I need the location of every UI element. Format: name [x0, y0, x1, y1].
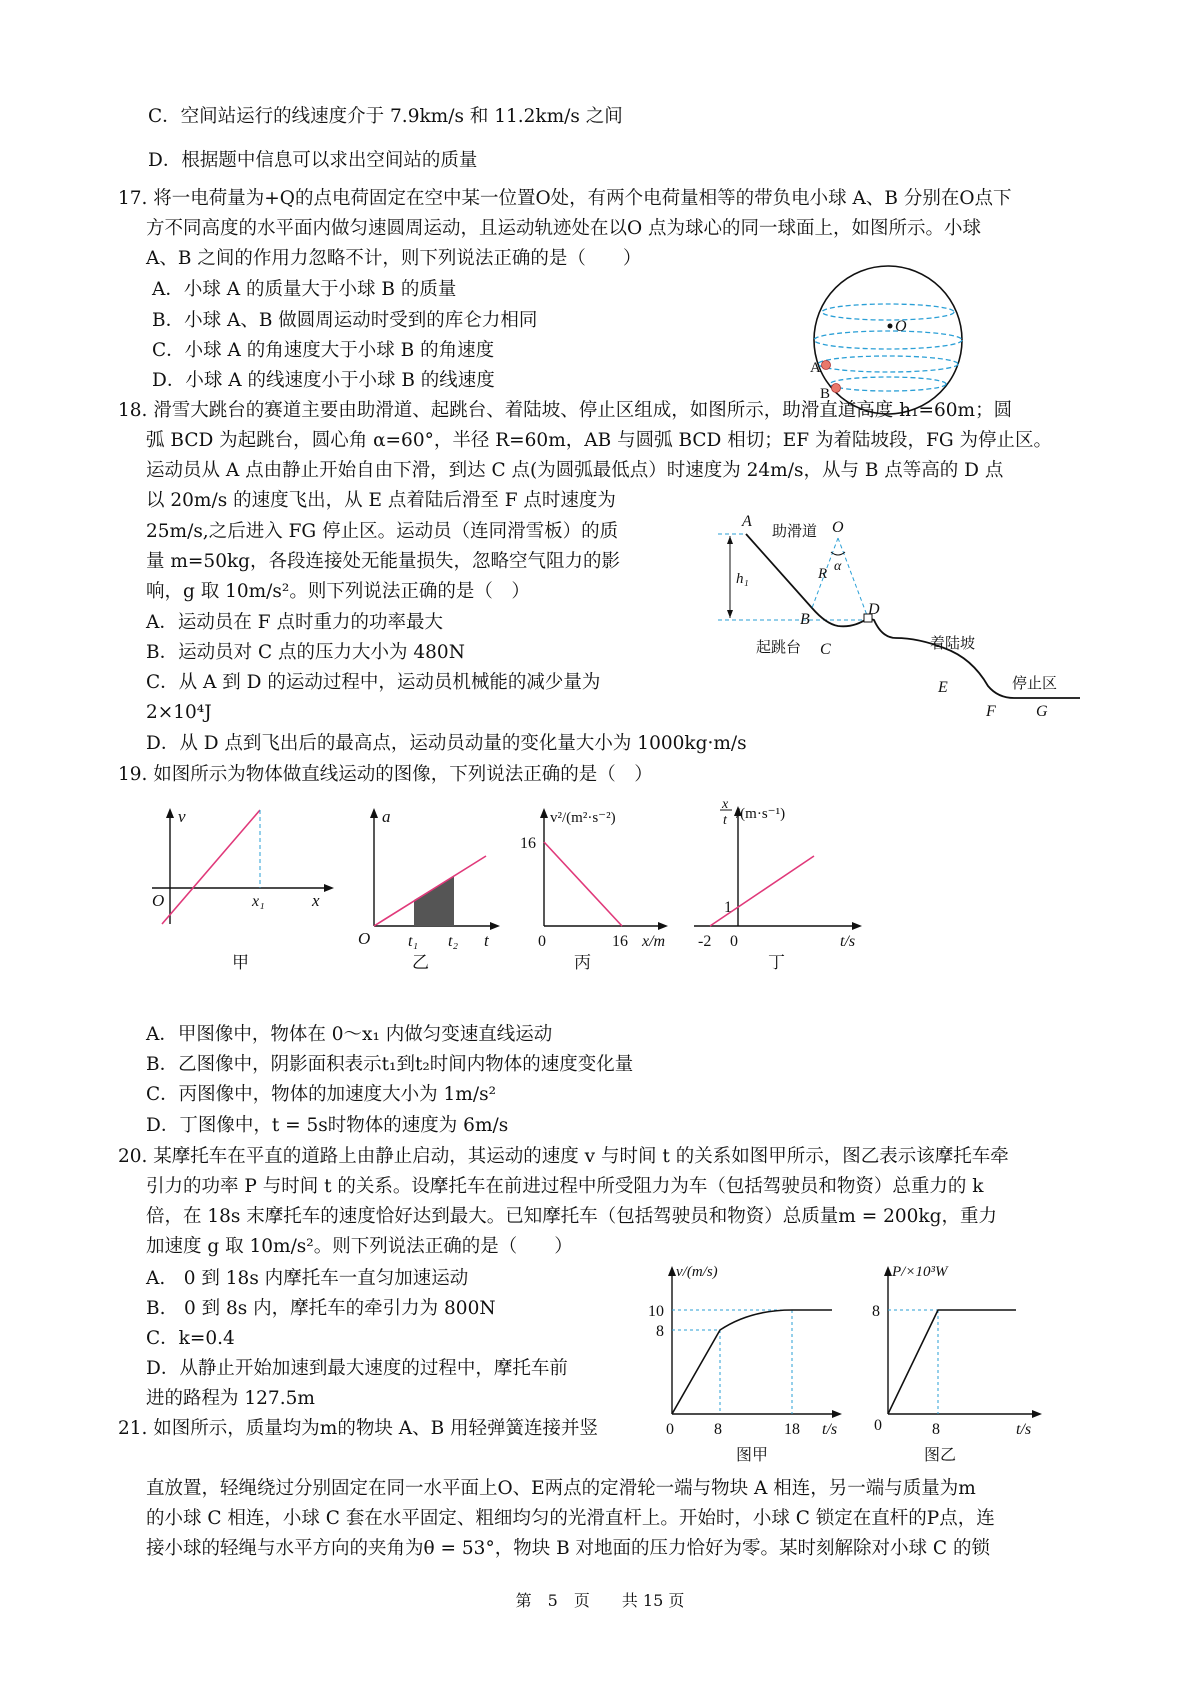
q20-graph-yi	[866, 1262, 1056, 1464]
xlabel: t/s	[822, 1421, 838, 1438]
t2-label: t₂	[448, 933, 459, 950]
q17-stem-line-2: 方不同高度的水平面内做匀速圆周运动，且运动轨迹处在以O 点为球心的同一球面上，如图所示。小球	[146, 218, 982, 239]
orbit-3	[818, 356, 958, 372]
graph-name: 乙	[412, 953, 429, 972]
q21-stem-line-2: 直放置，轻绳绕过分别固定在同一水平面上O、E两点的定滑轮一端与物块 A 相连，另一端与质量为m	[146, 1478, 976, 1499]
label-b: B	[820, 386, 831, 402]
q18-stem-line-7: 响，g 取 10m/s²。则下列说法正确的是（ ）	[146, 581, 530, 602]
shaded-area	[414, 876, 454, 926]
q17-sphere-figure	[800, 268, 970, 418]
ball-b	[832, 384, 841, 393]
q21-stem-line-1: 21. 如图所示，质量均为m的物块 A、B 用轻弹簧连接并竖	[118, 1418, 599, 1439]
q17-stem-line-1: 17. 将一电荷量为+Q的点电荷固定在空中某一位置O处，有两个电荷量相等的带负电小球 A、B 分别在O点下	[118, 188, 1012, 209]
label-o: O	[832, 519, 844, 536]
y8-label: 8	[656, 1323, 664, 1340]
q21-stem-line-4: 接小球的轻绳与水平方向的夹角为θ = 53°，物块 B 对地面的压力恰好为零。某时刻解除对小球 C 的锁	[146, 1538, 990, 1559]
q19-option-b: B．乙图像中，阴影面积表示t₁到t₂时间内物体的速度变化量	[146, 1054, 634, 1075]
q20-graph-jia	[646, 1262, 856, 1464]
q19-graph-bing	[516, 806, 686, 996]
v2-line	[544, 842, 622, 926]
origin: 0	[538, 933, 546, 950]
graph-name: 甲	[232, 953, 249, 972]
label-d: D	[868, 601, 880, 618]
q18-stem-line-6: 量 m=50kg，各段连接处无能量损失，忽略空气阻力的影	[146, 551, 621, 572]
q19-option-d: D．丁图像中，t = 5s时物体的速度为 6m/s	[146, 1115, 509, 1136]
ball-a	[822, 361, 831, 370]
origin: O	[358, 929, 371, 948]
graph-name: 图乙	[924, 1447, 957, 1464]
ylabel-num: x	[722, 797, 729, 812]
q20-option-d: D．从静止开始加速到最大速度的过程中，摩托车前	[146, 1358, 568, 1379]
q18-stem-line-3: 运动员从 A 点由静止开始自由下滑，到达 C 点(为圆弧最低点）时速度为 24m/s，从与 B 点等高的 D 点	[146, 460, 1004, 481]
page-footer: 第 5 页 共 15 页	[515, 1591, 685, 1610]
q18-stem-line-1: 18. 滑雪大跳台的赛道主要由助滑道、起跳台、着陆坡、停止区组成，如图所示，助滑直道高度 h₁=60m；圆	[118, 400, 1013, 421]
xm2-label: -2	[698, 933, 712, 950]
xlabel: x/m	[642, 933, 666, 950]
label-alpha: α	[834, 559, 842, 574]
ylabel: v/(m/s)	[676, 1264, 718, 1280]
y1-label: 1	[724, 899, 732, 916]
graph-name: 丁	[768, 953, 785, 972]
q20-option-a: A. 0 到 18s 内摩托车一直匀加速运动	[146, 1268, 469, 1289]
label-o: O	[895, 318, 907, 335]
q18-stem-line-4: 以 20m/s 的速度飞出，从 E 点着陆后滑至 F 点时速度为	[146, 490, 616, 511]
x8-label: 8	[714, 1421, 722, 1438]
label-h1: h₁	[736, 571, 749, 587]
label-c: C	[820, 641, 831, 658]
y10-label: 10	[648, 1303, 664, 1320]
label-qitiaotai: 起跳台	[756, 640, 802, 656]
q20-stem-line-1: 20. 某摩托车在平直的道路上由静止启动，其运动的速度 v 与时间 t 的关系如图甲所示，图乙表示该摩托车牵	[118, 1146, 1009, 1167]
label-b: B	[800, 611, 810, 628]
q16-option-c: C．空间站运行的线速度介于 7.9km/s 和 11.2km/s 之间	[148, 106, 623, 127]
label-tingzhiqu: 停止区	[1012, 676, 1058, 692]
q17-stem-line-3: A、B 之间的作用力忽略不计，则下列说法正确的是（ ）	[146, 248, 642, 269]
ylabel: v	[178, 807, 186, 826]
orbit-4	[830, 377, 946, 391]
xlabel: t	[484, 931, 489, 950]
q19-graph-jia	[148, 806, 338, 996]
q20-stem-line-3: 倍，在 18s 末摩托车的速度恰好达到最大。已知摩托车（包括驾驶员和物资）总质量m = 200kg，重力	[146, 1206, 997, 1227]
xlabel: t/s	[840, 933, 856, 950]
q18-option-a: A．运动员在 F 点时重力的功率最大	[146, 612, 443, 633]
ylabel-den: t	[723, 813, 727, 828]
x0-label: 0	[874, 1417, 882, 1434]
label-a: A	[742, 513, 752, 530]
q18-option-d: D．从 D 点到飞出后的最高点，运动员动量的变化量大小为 1000kg·m/s	[146, 733, 747, 754]
q18-stem-line-5: 25m/s,之后进入 FG 停止区。运动员（连同滑雪板）的质	[146, 521, 619, 542]
q18-option-c: C．从 A 到 D 的运动过程中，运动员机械能的减少量为	[146, 672, 601, 693]
graph-name: 图甲	[736, 1447, 769, 1464]
track	[746, 534, 1080, 698]
xlabel: x	[312, 891, 320, 910]
label-r: R	[818, 566, 828, 582]
q18-stem-line-2: 弧 BCD 为起跳台，圆心角 α=60°，半径 R=60m，AB 与圆弧 BCD 相切；EF 为着陆坡段，FG 为停止区。	[146, 430, 1052, 451]
orbit-1	[822, 304, 954, 320]
q17-option-b: B．小球 A、B 做圆周运动时受到的库仑力相同	[152, 310, 538, 331]
q19-graph-ding	[690, 797, 880, 996]
x1-label: x₁	[252, 893, 265, 910]
q17-option-d: D．小球 A 的线速度小于小球 B 的线速度	[152, 370, 495, 391]
x8-label: 8	[932, 1421, 940, 1438]
origin: O	[152, 891, 165, 910]
t1-label: t₁	[408, 933, 419, 950]
v-line	[162, 810, 260, 924]
ylabel: v²/(m²·s⁻²)	[550, 810, 616, 826]
q19-option-a: A．甲图像中，物体在 0～x₁ 内做匀变速直线运动	[146, 1024, 553, 1045]
xlabel: t/s	[1016, 1421, 1032, 1438]
y8-label: 8	[872, 1303, 880, 1320]
center-point	[888, 324, 893, 329]
q20-stem-line-2: 引力的功率 P 与时间 t 的关系。设摩托车在前进过程中所受阻力为车（包括驾驶员和物资）总重力的 k	[146, 1176, 984, 1197]
x0-label: 0	[666, 1421, 674, 1438]
label-a: A	[810, 360, 821, 376]
q20-stem-line-4: 加速度 g 取 10m/s²。则下列说法正确的是（ ）	[146, 1236, 573, 1257]
q17-option-a: A．小球 A 的质量大于小球 B 的质量	[152, 279, 457, 300]
v-curve	[672, 1310, 832, 1414]
label-g: G	[1036, 703, 1048, 720]
q18-option-b: B．运动员对 C 点的压力大小为 480N	[146, 642, 465, 663]
label-f: F	[986, 703, 996, 720]
label-zhuoluopo: 着陆坡	[930, 636, 976, 652]
graph-name: 丙	[574, 953, 591, 972]
q17-option-c: C．小球 A 的角速度大于小球 B 的角速度	[152, 340, 495, 361]
q16-option-d: D．根据题中信息可以求出空间站的质量	[148, 150, 478, 171]
origin: 0	[730, 933, 738, 950]
q19-stem: 19. 如图所示为物体做直线运动的图像，下列说法正确的是（ ）	[118, 764, 653, 785]
q19-graph-yi	[358, 806, 508, 996]
q21-stem-line-3: 的小球 C 相连，小球 C 套在水平固定、粗细均匀的光滑直杆上。开始时，小球 C 锁定在直杆的P点，连	[146, 1508, 995, 1529]
x18-label: 18	[784, 1421, 800, 1438]
q19-option-c: C．丙图像中，物体的加速度大小为 1m/s²	[146, 1084, 496, 1105]
p-curve	[888, 1310, 1016, 1414]
x16-label: 16	[612, 933, 628, 950]
label-e: E	[938, 679, 948, 696]
q20-option-c: C．k=0.4	[146, 1328, 235, 1349]
ylabel-unit: /(m·s⁻¹)	[736, 806, 786, 822]
q20-option-d-cont: 进的路程为 127.5m	[146, 1388, 315, 1409]
q18-option-c-cont: 2×10⁴J	[146, 702, 212, 723]
label-zhuhuadao: 助滑道	[772, 524, 818, 540]
orbit-2	[814, 331, 962, 349]
q18-ski-jump-figure	[708, 508, 1088, 720]
ylabel: P/×10³W	[892, 1264, 948, 1280]
ylabel: a	[382, 807, 391, 826]
y16-label: 16	[520, 835, 536, 852]
q20-option-b: B. 0 到 8s 内，摩托车的牵引力为 800N	[146, 1298, 496, 1319]
